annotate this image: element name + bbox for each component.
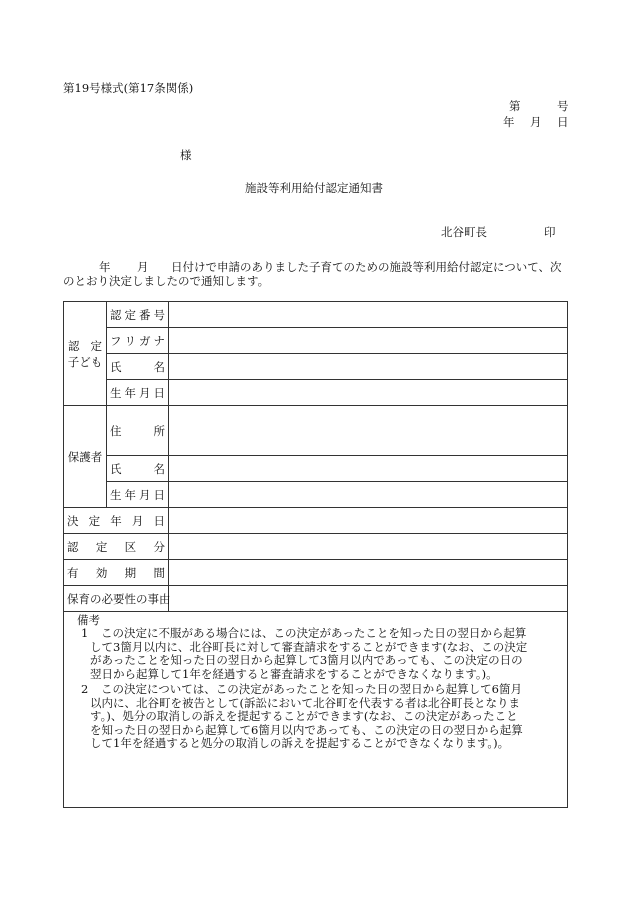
validity-period-field[interactable]: [169, 560, 568, 586]
note-item-1: [81, 627, 551, 681]
certification-category-field[interactable]: [169, 534, 568, 560]
date-tsuki: 月: [530, 115, 542, 129]
certification-number-field[interactable]: [169, 302, 568, 328]
guardian-name-field[interactable]: [169, 456, 568, 482]
decision-date-field[interactable]: [169, 508, 568, 534]
note-1-line-2: して3箇月以内に、北谷町長に対して審査請求をすることができます(なお、この決定: [90, 639, 528, 654]
form-id: 第19号様式(第17条関係): [63, 81, 194, 95]
row-label-child-name: 氏 名: [107, 354, 169, 380]
row-label-certification-category: 認 定 区 分: [64, 534, 169, 560]
doc-number-go: 号: [557, 99, 569, 113]
row-label-validity-period: 有 効 期 間: [64, 560, 169, 586]
row-label-guardian-name: 氏 名: [107, 456, 169, 482]
child-name-field[interactable]: [169, 354, 568, 380]
note-item-2: [81, 683, 551, 751]
guardian-group-label: [64, 406, 107, 508]
row-label-certification-number: 認 定 番 号: [107, 302, 169, 328]
doc-number-dai: 第: [509, 99, 521, 113]
note-1-line-4: 翌日から起算して1年を経過すると審査請求をすることができなくなります。)。: [90, 666, 498, 681]
child-group-line-1-char: 認: [68, 338, 80, 353]
intro-line-1: 日付けで申請のありました子育てのための施設等利用給付認定について、次: [171, 260, 562, 274]
certification-table: [63, 301, 568, 612]
intro-tsuki: 月: [137, 260, 149, 274]
note-2-line-4: を知った日の翌日から起算して6箇月以内であっても、この決定の日の翌日から起算: [90, 722, 523, 737]
note-2-line-1: この決定については、この決定があったことを知った日の翌日から起算して6箇月: [101, 682, 522, 696]
row-label-child-birthdate: 生 年 月 日: [107, 380, 169, 406]
issuer-name: 北谷町長: [441, 225, 487, 239]
seal-mark: 印: [544, 225, 556, 239]
note-1-line-1: この決定に不服がある場合には、この決定があったことを知った日の翌日から起算: [101, 626, 527, 640]
intro-nen: 年: [99, 260, 111, 274]
child-furigana-field[interactable]: [169, 328, 568, 354]
note-1-line-3: があったことを知った日の翌日から起算して3箇月以内であっても、この決定の日の: [90, 653, 523, 668]
note-2-line-2: 以内に、北谷町を被告として(訴訟において北谷町を代表する者は北谷町長となりま: [90, 695, 520, 710]
child-birthdate-field[interactable]: [169, 380, 568, 406]
note-2-number: 2: [81, 682, 89, 696]
guardian-group-text: 保護者: [67, 449, 103, 464]
row-label-address: 住 所: [107, 406, 169, 456]
child-group-line-2: 子ども: [67, 354, 103, 369]
guardian-birthdate-field[interactable]: [169, 482, 568, 508]
date-nen: 年: [503, 115, 515, 129]
notes-title: 備考: [77, 613, 100, 627]
row-label-decision-date: 決 定 年 月 日: [64, 508, 169, 534]
child-group-line-1-char: 定: [90, 338, 102, 353]
child-group-label: [64, 302, 107, 406]
childcare-necessity-field[interactable]: [169, 586, 568, 612]
addressee-suffix: 様: [180, 148, 192, 162]
note-2-line-5: して1年を経過すると処分の取消しの訴えを提起することができなくなります。)。: [90, 736, 510, 751]
row-label-childcare-necessity: 保 育 の 必 要 性 の 事 由: [64, 586, 169, 612]
intro-line-2: のとおり決定しましたので通知します。: [63, 274, 270, 288]
row-label-guardian-birthdate: 生 年 月 日: [107, 482, 169, 508]
row-label-furigana: フ リ ガ ナ: [107, 328, 169, 354]
date-hi: 日: [557, 115, 569, 129]
note-2-line-3: す。)、処分の取消しの訴えを提起することができます(なお、この決定があったこと: [90, 709, 518, 724]
notes-box: [63, 611, 568, 808]
guardian-address-field[interactable]: [169, 406, 568, 456]
document-title: 施設等利用給付認定通知書: [245, 181, 383, 195]
note-1-number: 1: [81, 626, 89, 640]
